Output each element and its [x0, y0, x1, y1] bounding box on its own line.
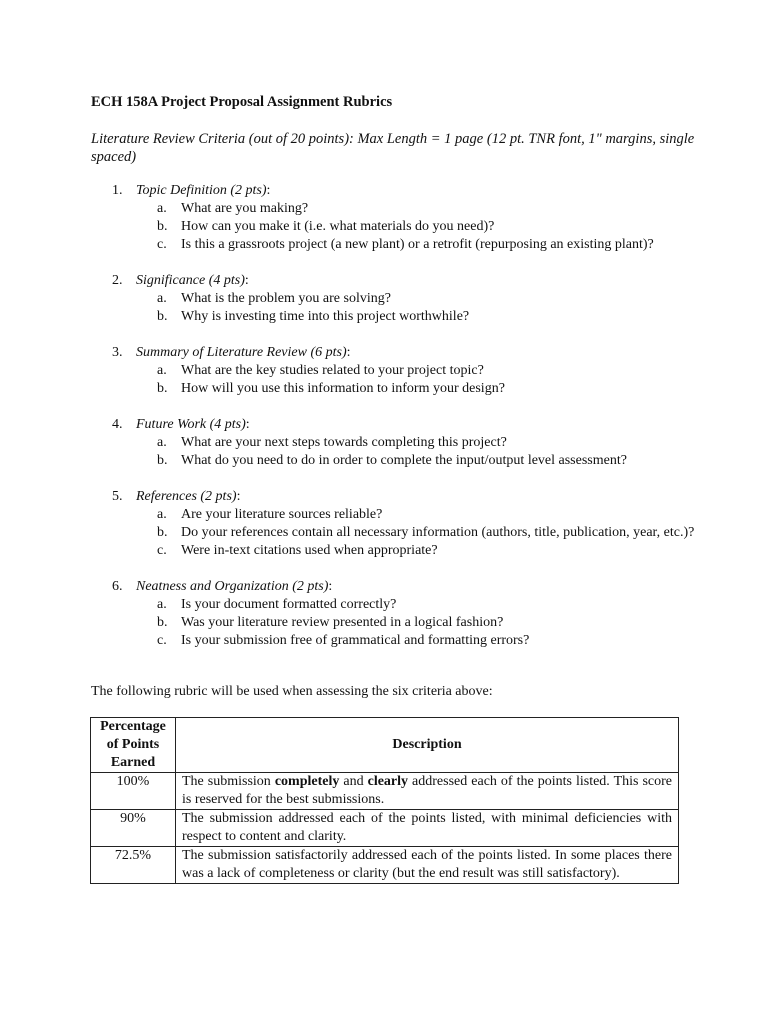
criterion-question	[112, 236, 712, 254]
criterion-title: Topic Definition (2 pts)	[136, 183, 267, 198]
criterion-item	[112, 488, 712, 560]
description-text: The submission addressed each of the points listed, with minimal deficiencies with respect to content and clarity.	[182, 811, 672, 844]
rubric-percentage: 100%	[91, 773, 176, 810]
question-text: What are you making?	[181, 201, 309, 216]
criterion-question	[112, 632, 712, 650]
question-text: What do you need to do in order to complete the input/output level assessment?	[181, 453, 627, 468]
rubric-body	[91, 773, 679, 884]
question-letter: b.	[157, 615, 168, 630]
criterion-question	[112, 308, 712, 326]
question-letter: b.	[157, 219, 168, 234]
criterion-heading	[112, 182, 712, 200]
question-letter: b.	[157, 525, 168, 540]
criterion-heading	[112, 416, 712, 434]
criterion-item	[112, 578, 712, 650]
question-letter: c.	[157, 543, 167, 558]
criterion-number: 2.	[112, 273, 123, 288]
question-text: Are your literature sources reliable?	[181, 507, 383, 522]
description-emphasis: clearly	[367, 774, 409, 789]
criterion-question	[112, 362, 712, 380]
criterion-title: Summary of Literature Review (6 pts)	[136, 345, 347, 360]
criterion-title: Future Work (4 pts)	[136, 417, 246, 432]
criterion-question	[112, 200, 712, 218]
criterion-colon: :	[328, 579, 333, 594]
question-letter: b.	[157, 381, 168, 396]
criterion-question	[112, 434, 712, 452]
criterion-number: 1.	[112, 183, 123, 198]
rubric-percentage: 72.5%	[91, 847, 176, 884]
criterion-number: 3.	[112, 345, 123, 360]
question-letter: c.	[157, 633, 167, 648]
question-text: What is the problem you are solving?	[181, 291, 391, 306]
description-emphasis: completely	[274, 774, 340, 789]
criterion-question	[112, 380, 712, 398]
criterion-question	[112, 542, 712, 560]
question-letter: c.	[157, 237, 167, 252]
criterion-question	[112, 614, 712, 632]
rubric-percentage: 90%	[91, 810, 176, 847]
question-text: Is this a grassroots project (a new plant) or a retrofit (repurposing an existing plant)?	[181, 237, 654, 252]
criterion-colon: :	[236, 489, 241, 504]
rubric-table	[90, 717, 679, 884]
criterion-question	[112, 290, 712, 308]
question-letter: b.	[157, 309, 168, 324]
criterion-heading	[112, 488, 712, 506]
rubric-row	[91, 847, 679, 884]
criterion-number: 5.	[112, 489, 123, 504]
question-letter: a.	[157, 435, 167, 450]
criteria-list	[112, 182, 712, 668]
description-text: The submission satisfactorily addressed each of the points listed. In some places there was a lack of completeness or clarity (but the end result was still satisfactory).	[182, 848, 672, 881]
criterion-number: 6.	[112, 579, 123, 594]
criterion-title: References (2 pts)	[136, 489, 237, 504]
question-text: Is your submission free of grammatical and formatting errors?	[181, 633, 530, 648]
criterion-title: Significance (4 pts)	[136, 273, 245, 288]
question-text: What are the key studies related to your project topic?	[181, 363, 484, 378]
question-letter: a.	[157, 507, 167, 522]
question-text: Do your references contain all necessary information (authors, title, publication, year, etc.)?	[181, 525, 695, 540]
criterion-number: 4.	[112, 417, 123, 432]
criterion-item	[112, 416, 712, 470]
description-text: The submission	[182, 774, 275, 789]
rubric-intro: The following rubric will be used when assessing the six criteria above:	[91, 684, 493, 699]
description-text: addressed each of the points listed. This score is reserved for the best submissions.	[182, 774, 673, 807]
question-text: Was your literature review presented in a logical fashion?	[181, 615, 504, 630]
rubric-description	[176, 810, 679, 847]
question-letter: a.	[157, 597, 167, 612]
criterion-question	[112, 506, 712, 524]
criterion-colon: :	[346, 345, 351, 360]
rubric-description	[176, 847, 679, 884]
description-header: Description	[176, 718, 679, 773]
rubric-row	[91, 810, 679, 847]
question-text: How can you make it (i.e. what materials do you need)?	[181, 219, 495, 234]
criterion-colon: :	[245, 417, 250, 432]
question-text: What are your next steps towards completing this project?	[181, 435, 507, 450]
question-letter: a.	[157, 363, 167, 378]
document-title: ECH 158A Project Proposal Assignment Rubrics	[91, 94, 393, 110]
criterion-item	[112, 272, 712, 326]
description-text: and	[339, 774, 368, 789]
criterion-question	[112, 596, 712, 614]
question-text: Is your document formatted correctly?	[181, 597, 397, 612]
criterion-item	[112, 182, 712, 254]
percentage-header: Percentage of Points Earned	[91, 718, 176, 773]
criterion-question	[112, 218, 712, 236]
criterion-question	[112, 452, 712, 470]
question-text: How will you use this information to inform your design?	[181, 381, 505, 396]
criterion-colon: :	[244, 273, 249, 288]
question-text: Were in-text citations used when appropriate?	[181, 543, 438, 558]
criterion-item	[112, 344, 712, 398]
criterion-title: Neatness and Organization (2 pts)	[136, 579, 329, 594]
criterion-heading	[112, 344, 712, 362]
rubric-header-row	[91, 718, 679, 773]
criterion-colon: :	[266, 183, 271, 198]
question-text: Why is investing time into this project worthwhile?	[181, 309, 470, 324]
rubric-description	[176, 773, 679, 810]
question-letter: a.	[157, 291, 167, 306]
rubric-row	[91, 773, 679, 810]
criterion-heading	[112, 272, 712, 290]
question-letter: b.	[157, 453, 168, 468]
question-letter: a.	[157, 201, 167, 216]
criterion-heading	[112, 578, 712, 596]
criterion-question	[112, 524, 712, 542]
criteria-intro: Literature Review Criteria (out of 20 points): Max Length = 1 page (12 pt. TNR font, 1" margins, single spaced)	[91, 131, 695, 165]
